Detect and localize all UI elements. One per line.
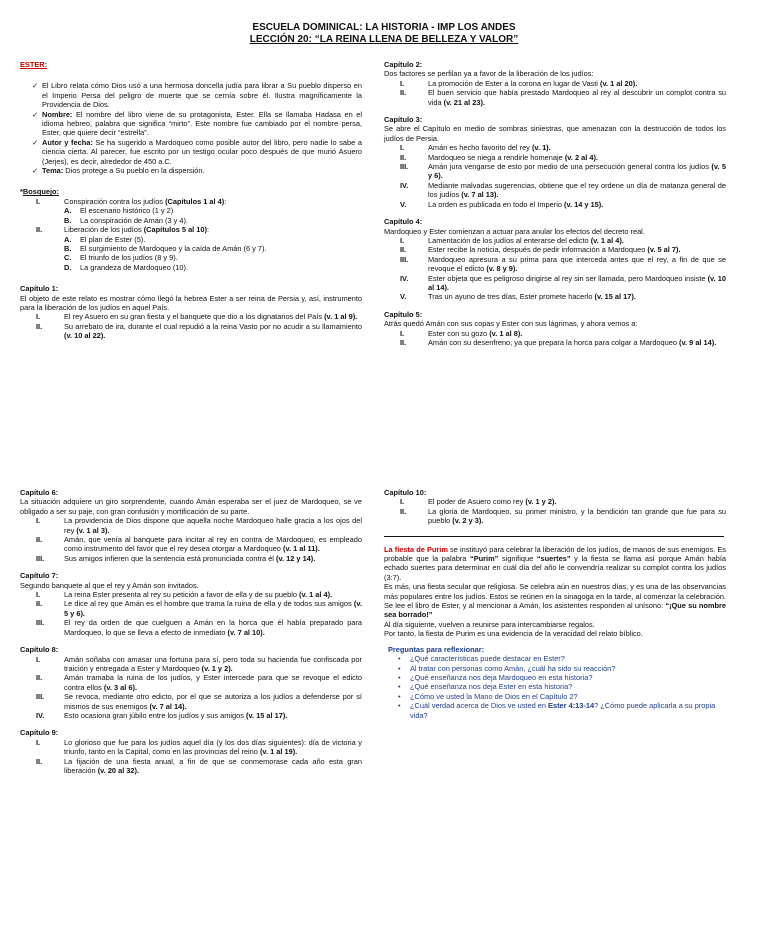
chapter-5 <box>384 310 726 348</box>
chapter-item: II. Amán tramaba la ruina de los judíos, y Ester intercede para que se revoque el edicto contra ellos (v. 3 al 6). <box>36 673 362 692</box>
ester-intro-list <box>20 81 362 175</box>
chapter-item: II. Le dice al rey que Amán es el hombre que trama la ruina de ella y de todos sus amigos (v. 5 y 6). <box>36 599 362 618</box>
section-divider <box>384 536 724 537</box>
chapter-item: III. El rey da orden de que cuelguen a Amán en la horca que él había preparado para Mardoqueo, lo que se lleva a efecto de inmediato (v. 7 al 10). <box>36 618 362 637</box>
left-column-bottom <box>20 488 362 775</box>
outline-sub: B. La conspiración de Amán (3 y 4). <box>64 215 189 225</box>
chapter-item: II. Su arrebato de ira, durante el cual repudió a la reina Vasto por no acudir a su llamamiento (v. 10 al 22). <box>36 321 362 341</box>
chapter-item: V. La orden es publicada en todo el Imperio (v. 14 y 15). <box>400 199 604 209</box>
check-icon: ✓ <box>32 109 39 119</box>
list-item: • ¿Cuál verdad acerca de Dios ve usted en Ester 4:13-14? ¿Cómo puede aplicarla a su propia vida? <box>398 701 716 720</box>
list-item: ✓ El Libro relata cómo Dios usó a una hermosa doncella judía para librar a Su pueblo disperso en el Imperio Persa del peligro de muerte que se cernía sobre él. Ilustra magníficamente la Providencia de Dios. <box>32 81 362 110</box>
chapter-item: II. Amán, que venía al banquete para incitar al rey en contra de Mardoqueo, es empleado como instrumento del favor que el rey desea otorgar a Mardoqueo (v. 1 al 11). <box>36 535 362 554</box>
chapter-item: IV. Esto ocasiona gran júbilo entre los judíos y sus amigos (v. 15 al 17). <box>36 710 288 720</box>
chapter-item: II. La fijación de una fiesta anual, a fin de que se conmemorase cada año esta gran liberación (v. 20 al 32). <box>36 756 362 775</box>
chapter-item: III. Se revoca, mediante otro edicto, por el que se autoriza a los judíos a defenderse por sí mismos de sus enemigos (v. 7 al 14). <box>36 692 362 711</box>
document-title <box>0 22 768 46</box>
chapter-heading: Capítulo 6: <box>20 488 59 497</box>
chapter-10 <box>384 488 726 526</box>
chapter-1 <box>20 284 362 340</box>
chapter-intro: Atrás quedó Amán con sus copas y Ester con sus lágrimas, y ahora vemos a: <box>384 319 638 329</box>
chapter-heading: Capítulo 1: <box>20 284 59 294</box>
chapter-6 <box>20 488 362 563</box>
chapter-8 <box>20 645 362 720</box>
chapter-heading: Capítulo 3: <box>384 115 423 125</box>
check-icon: ✓ <box>32 81 39 91</box>
chapter-item: I. El poder de Asuero como rey (v. 1 y 2). <box>400 497 557 507</box>
chapter-item: II. El buen servicio que había prestado Mardoqueo al rey al descubrir un complot contra su vida (v. 21 al 23). <box>400 88 726 107</box>
chapter-item: II. Amán con su desenfreno, ya que prepara la horca para colgar a Mardoqueo (v. 9 al 14). <box>400 337 717 347</box>
bullet-icon: • <box>398 682 401 692</box>
outline-sub: B. El surgimiento de Mardoqueo y la caída de Amán (6 y 7). <box>64 243 267 253</box>
bullet-icon: • <box>398 691 401 701</box>
purim-label: La fiesta de Purim <box>384 544 448 554</box>
outline-section <box>20 187 362 272</box>
chapter-2 <box>384 60 726 107</box>
chapter-intro: Dos factores se perfilan ya a favor de la liberación de los judíos: <box>384 69 594 79</box>
list-item: ✓ Nombre: El nombre del libro viene de su protagonista, Ester. Ella se llamaba Hadasa en el idioma hebreo, palabra que significa “mirto”. Este nombre fue cambiado por el nombre persa, Ester, que quiere decir “estrella”. <box>32 109 362 138</box>
chapter-item: I. La promoción de Ester a la corona en lugar de Vasti (v. 1 al 20). <box>400 78 638 88</box>
chapter-item: I. Lo glorioso que fue para los judíos aquel día (y los dos días siguientes): día de victoria y triunfo, tanto en la Capital, como en las provincias del reino (v. 1 al 19). <box>36 737 362 757</box>
chapter-heading: Capítulo 2: <box>384 60 423 69</box>
purim-paragraph: Es más, una fiesta secular que religiosa. Se celebra aún en nuestros días, y es una de las observancias más populares entre los judíos. Estos se reúnen en la sinagoga en la tarde, al comenzar la celebración. Se lee el libro de Ester, y al mencionar a Amán, los asistentes responden al unísono: “¡Que su nombre sea borrado!” <box>384 582 726 620</box>
chapter-heading: Capítulo 7: <box>20 571 59 581</box>
chapter-item: III. Amán jura vengarse de esto por medio de una persecución general contra los judíos (v. 5 y 6). <box>400 162 726 181</box>
right-column-bottom <box>384 488 726 720</box>
chapter-intro: La situación adquiere un giro sorprendente, cuando Amán esperaba ser el juez de Mardoqueo, se ve obligado a ser su paje, con gran confusión y mortificación de su parte. <box>20 497 362 516</box>
outline-part: II. Liberación de los judíos (Capítulos 5 al 10): <box>36 225 210 235</box>
chapter-item: III. Sus amigos infieren que la sentencia está pronunciada contra él (v. 12 y 14). <box>36 553 316 563</box>
chapter-heading: Capítulo 8: <box>20 645 59 655</box>
chapter-heading: Capítulo 4: <box>384 217 423 227</box>
outline-sub: A. El escenario histórico (1 y 2) <box>64 206 174 216</box>
chapter-item: V. Tras un ayuno de tres días, Ester promete hacerlo (v. 15 al 17). <box>400 292 636 302</box>
questions-list <box>384 654 726 720</box>
chapter-9 <box>20 728 362 775</box>
bullet-icon: • <box>398 701 401 711</box>
chapter-3 <box>384 115 726 209</box>
purim-paragraph: La fiesta de Purim se instituyó para celebrar la liberación de los judíos, de manos de sus enemigos. Es probable que la palabra “Purim” signifique “suertes” y la fiesta se llama así porque Amán había echado suertes para determinar en cuál día del año le convendría realizar su complot contra los judíos (3:7). <box>384 544 727 582</box>
purim-paragraph: Por tanto, la fiesta de Purim es una evidencia de la veracidad del relato bíblico. <box>384 629 643 639</box>
bullet-icon: • <box>398 672 401 682</box>
chapter-intro: Segundo banquete al que el rey y Amán son invitados. <box>20 580 199 590</box>
outline-sub: C. El triunfo de los judíos (8 y 9). <box>64 253 178 263</box>
ester-heading: ESTER: <box>20 60 48 69</box>
chapter-item: I. La providencia de Dios dispone que aquella noche Mardoqueo halle gracia a los ojos del rey (v. 1 al 3). <box>36 516 362 535</box>
right-column-top <box>384 60 726 347</box>
outline-sub: A. El plan de Ester (5). <box>64 234 146 244</box>
list-item: ✓ Tema: Dios protege a Su pueblo en la dispersión. <box>32 166 205 176</box>
bullet-icon: • <box>398 654 401 664</box>
chapter-item: I. Amán soñaba con amasar una fortuna para sí, pero toda su hacienda fue confiscada por traición y entregada a Ester y Mardoqueo (v. 1 y 2). <box>36 654 362 673</box>
chapter-item: III. Mardoqueo apresura a su prima para que interceda antes que el rey, a fin de que se revoque el edicto (v. 8 y 9). <box>400 254 726 274</box>
left-column-top <box>20 60 362 341</box>
chapter-item: IV. Mediante malvadas sugerencias, obtiene que el rey ordene un día de matanza general de los judíos (v. 7 al 13). <box>400 180 726 200</box>
chapter-item: II. La gloria de Mardoqueo, su primer ministro, y la bendición tan grande que fue para su pueblo (v. 2 y 3). <box>400 506 726 526</box>
chapter-item: I. Lamentación de los judíos al enterarse del edicto (v. 1 al 4). <box>400 235 624 245</box>
purim-paragraph: Al día siguiente, vuelven a reunirse para intercambiarse regalos. <box>384 619 595 629</box>
chapter-intro: El objeto de este relato es mostrar cómo llegó la hebrea Ester a ser reina de Persia y, así, instrumento para la liberación de los judíos en aquel País. <box>20 293 362 312</box>
chapter-intro: Se abre el Capítulo en medio de sombras siniestras, que amenazan con la destrucción de todos los judíos de Persia. <box>384 124 726 143</box>
chapter-item: I. La reina Ester presenta al rey su petición a favor de ella y de su pueblo (v. 1 al 4). <box>36 590 333 600</box>
chapter-heading: Capítulo 5: <box>384 309 423 319</box>
chapter-item: II. Mardoqueo se niega a rendirle homenaje (v. 2 al 4). <box>400 152 598 162</box>
chapter-item: IV. Ester objeta que es peligroso dirigirse al rey sin ser llamada, pero Mardoqueo insiste (v. 10 al 14). <box>400 273 726 292</box>
chapter-item: I. Ester con su gozo (v. 1 al 8). <box>400 328 523 338</box>
list-item: • ¿Qué enseñanza nos deja Ester en esta historia? <box>398 682 573 692</box>
chapter-item: I. Amán es hecho favorito del rey (v. 1). <box>400 143 551 153</box>
chapter-intro: Mardoqueo y Ester comienzan a actuar para anular los efectos del decreto real. <box>384 226 645 236</box>
list-item: • ¿Qué enseñanza nos deja Mardoqueo en esta historia? <box>398 672 593 682</box>
outline-heading: *Bosquejo: <box>20 187 60 197</box>
lesson-title: LECCIÓN 20: “LA REINA LLENA DE BELLEZA Y VALOR” <box>249 34 519 45</box>
chapter-7 <box>20 571 362 637</box>
list-item: ✓ Autor y fecha: Se ha sugerido a Mardoqueo como posible autor del libro, pero nadie lo sabe a ciencia cierta. Al parecer, fue escrito por un testigo ocular poco después de que murió Asuero (Jerjes), es decir, alrededor de 450 a.C. <box>32 137 362 166</box>
outline-sub: D. La grandeza de Mardoqueo (10). <box>64 262 189 272</box>
chapter-heading: Capítulo 10: <box>384 488 427 497</box>
list-item: • Al tratar con personas como Amán, ¿cuál ha sido su reacción? <box>398 663 616 673</box>
chapter-item: II. Ester recibe la noticia, después de pedir información a Mardoqueo (v. 5 al 7). <box>400 245 681 255</box>
bullet-icon: • <box>398 663 401 673</box>
chapter-heading: Capítulo 9: <box>20 728 59 738</box>
outline-part: I. Conspiración contra los judíos (Capítulos 1 al 4): <box>36 196 227 206</box>
school-title: ESCUELA DOMINICAL: LA HISTORIA - IMP LOS ANDES <box>252 22 516 33</box>
questions-heading: Preguntas para reflexionar: <box>388 644 485 654</box>
chapter-4 <box>384 217 726 302</box>
check-icon: ✓ <box>32 137 39 147</box>
chapter-item: I. El rey Asuero en su gran fiesta y el banquete que dio a los dignatarios del País (v. 1 al 9). <box>36 312 358 322</box>
list-item: • ¿Qué características puede destacar en Ester? <box>398 654 565 664</box>
list-item: • ¿Cómo ve usted la Mano de Dios en el Capítulo 2? <box>398 691 578 701</box>
check-icon: ✓ <box>32 166 39 176</box>
